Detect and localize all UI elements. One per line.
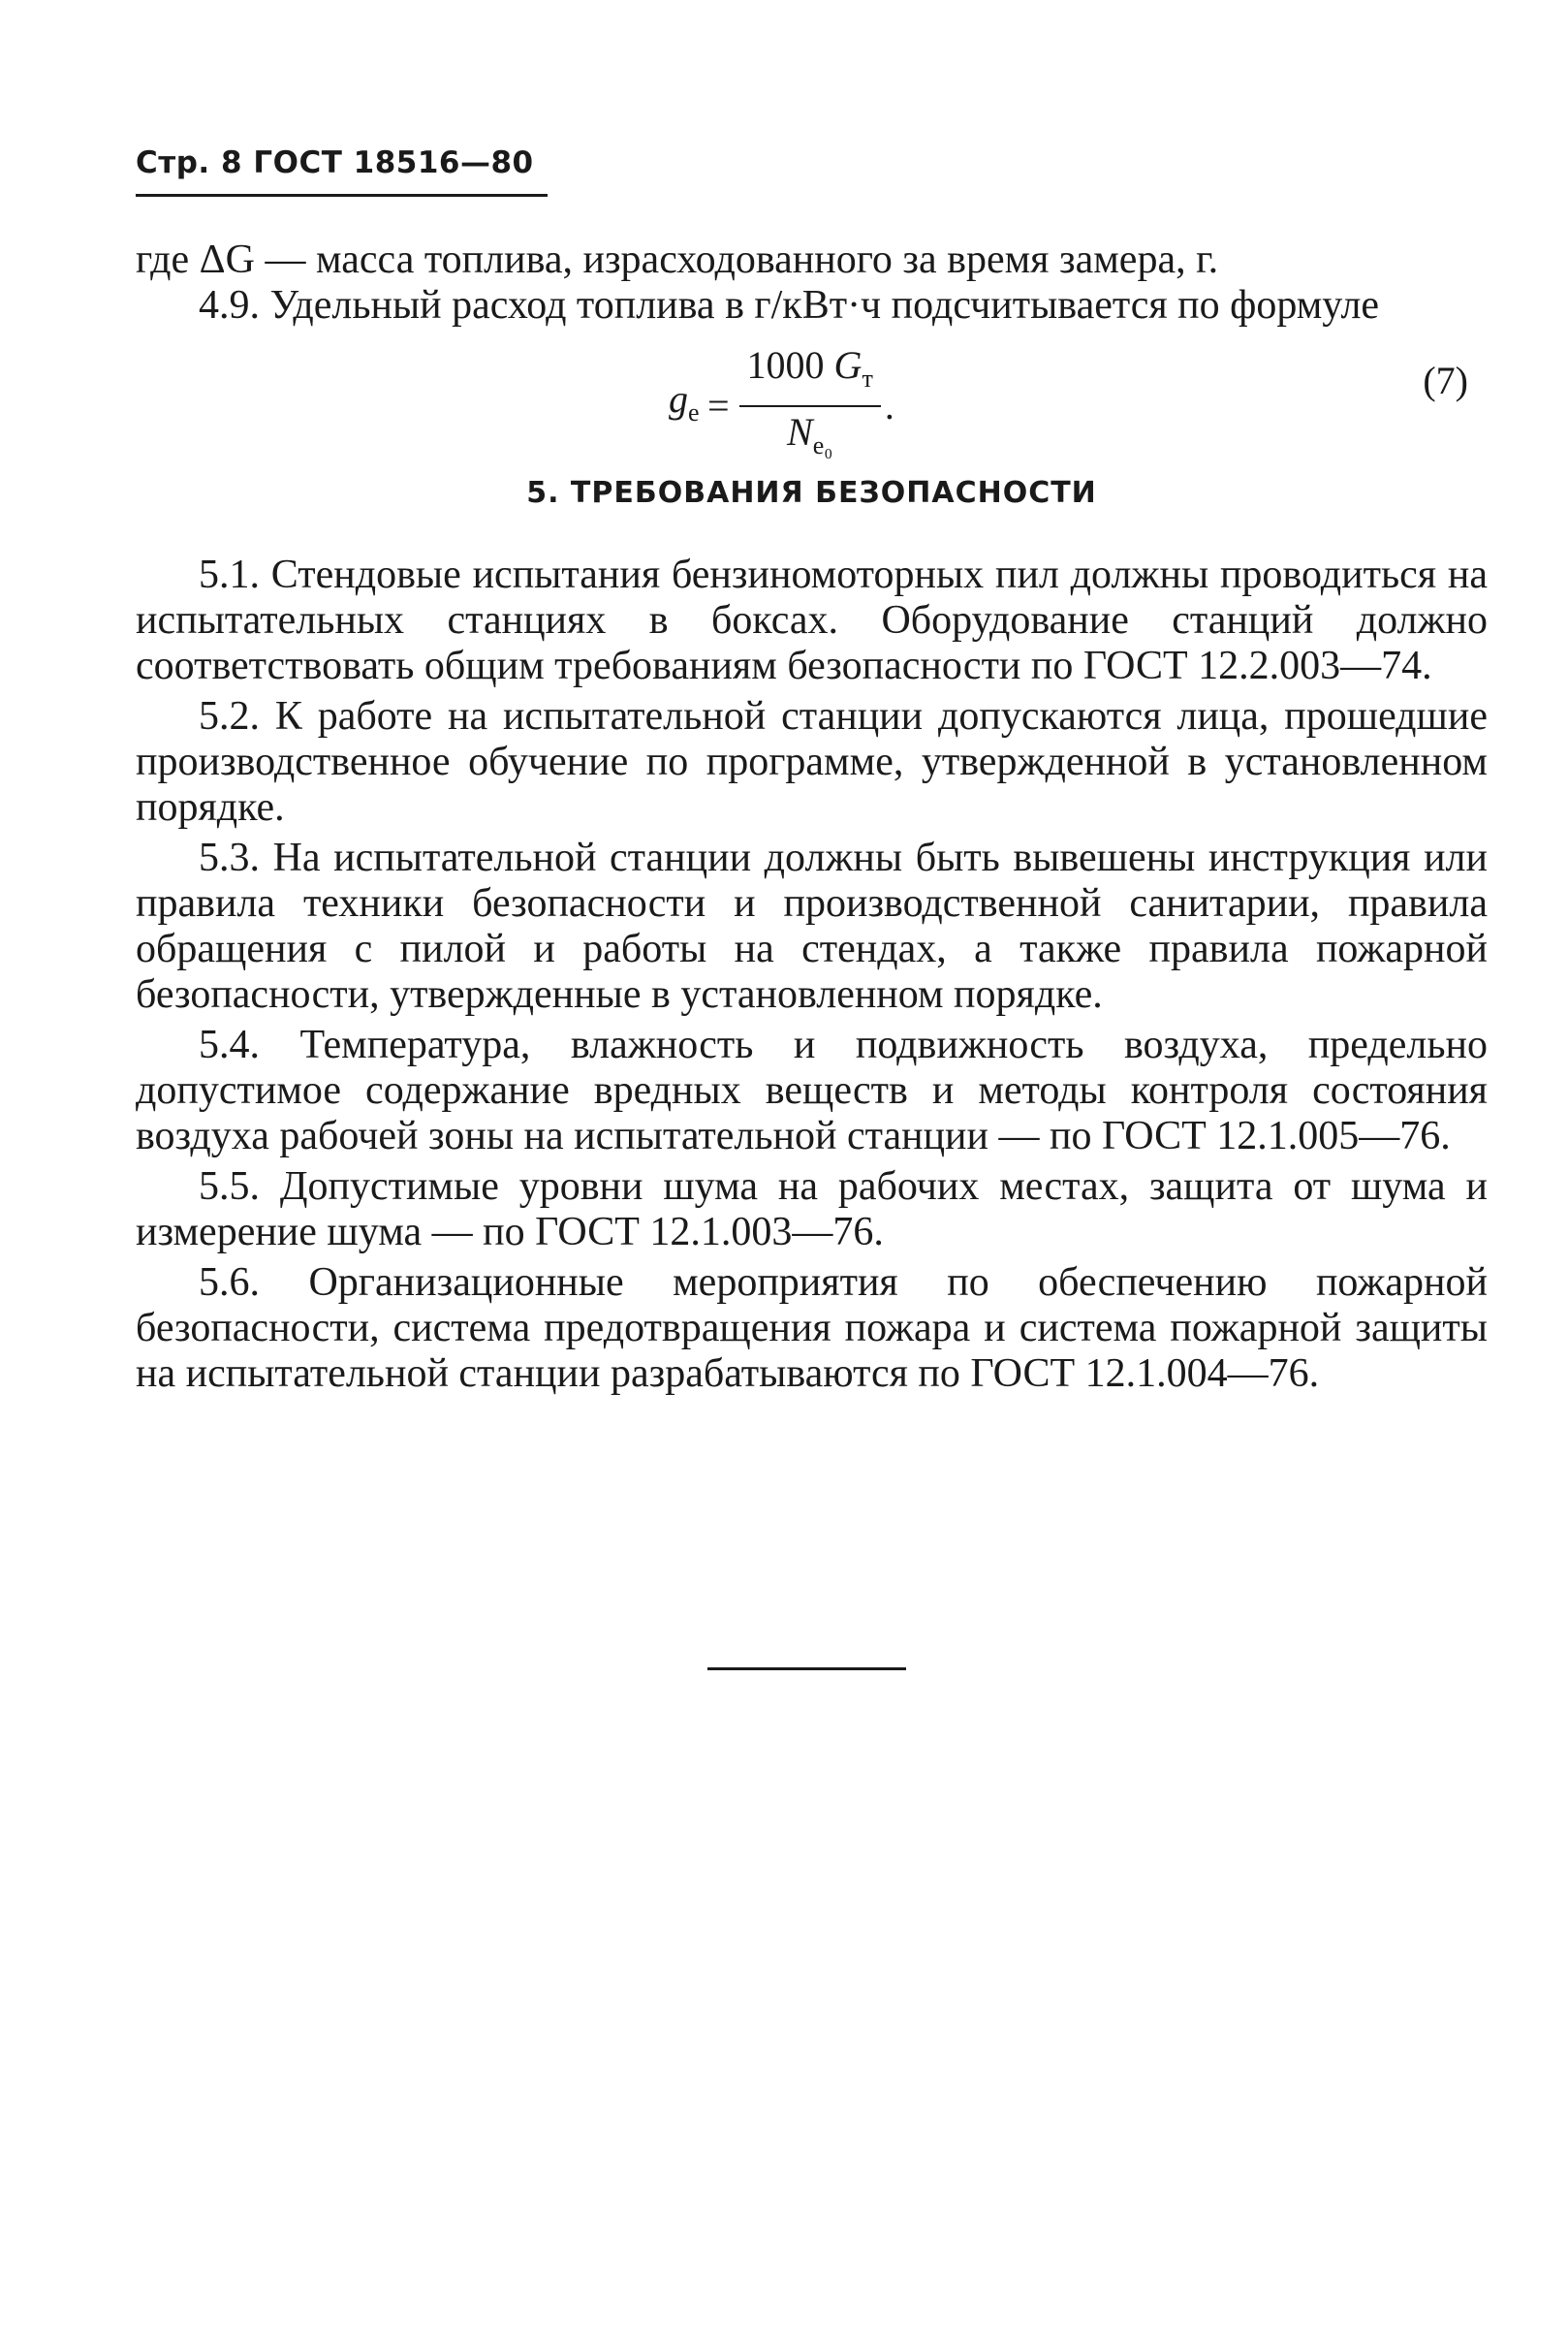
formula-end-dot: . bbox=[884, 383, 894, 428]
document-body bbox=[136, 238, 1488, 1397]
paragraph-5-2: 5.2. К работе на испытательной станции допускаются лица, прошедшие производственное обучение по программе, утвержденной в установленном порядке. bbox=[136, 694, 1488, 830]
formula-number: (7) bbox=[1423, 359, 1468, 402]
end-divider bbox=[707, 1667, 906, 1670]
paragraph-5-6: 5.6. Организационные мероприятия по обеспечению пожарной безопасности, система предотвращения пожара и система пожарной защиты на испытательной станции разрабатываются по ГОСТ 12.1.004—76. bbox=[136, 1260, 1488, 1396]
formula-equals: = bbox=[705, 383, 732, 428]
page-header: Стр. 8 ГОСТ 18516—80 bbox=[136, 145, 548, 197]
formula-numerator: 1000 $G_т$ bbox=[739, 342, 881, 407]
paragraph-5-3: 5.3. На испытательной станции должны быть вывешены инструкция или правила техники безопасности и производственной санитарии, правила обращения с пилой и работы на стендах, а также правила пожарной безопасности, утвержденные в установленном порядке. bbox=[136, 836, 1488, 1017]
formula-fraction bbox=[739, 342, 881, 468]
formula-expression bbox=[669, 342, 894, 468]
document-page bbox=[136, 145, 1488, 1397]
formula-7 bbox=[136, 342, 1488, 459]
formula-lhs: $g_e$ bbox=[669, 376, 700, 427]
paragraph-5-1: 5.1. Стендовые испытания бензиномоторных пил должны проводиться на испытательных станциях в боксах. Оборудование станций должно соответствовать общим требованиям безопасности по ГОСТ 12.2.003—74. bbox=[136, 553, 1488, 688]
paragraph-5-4: 5.4. Температура, влажность и подвижность воздуха, предельно допустимое содержание вредных веществ и методы контроля состояния воздуха рабочей зоны на испытательной станции — по ГОСТ 12.1.005—76. bbox=[136, 1023, 1488, 1158]
paragraph-4-9: 4.9. Удельный расход топлива в г/кВт·ч подсчитывается по формуле bbox=[199, 283, 1380, 328]
formula-denominator: $N_{e_0}$ bbox=[787, 410, 833, 459]
paragraph-5-5: 5.5. Допустимые уровни шума на рабочих местах, защита от шума и измерение шума — по ГОСТ 12.1.003—76. bbox=[136, 1164, 1488, 1254]
intro-line: где ΔG — масса топлива, израсходованного за время замера, г. bbox=[136, 238, 1219, 282]
section-title: 5. ТРЕБОВАНИЯ БЕЗОПАСНОСТИ bbox=[526, 476, 1097, 510]
